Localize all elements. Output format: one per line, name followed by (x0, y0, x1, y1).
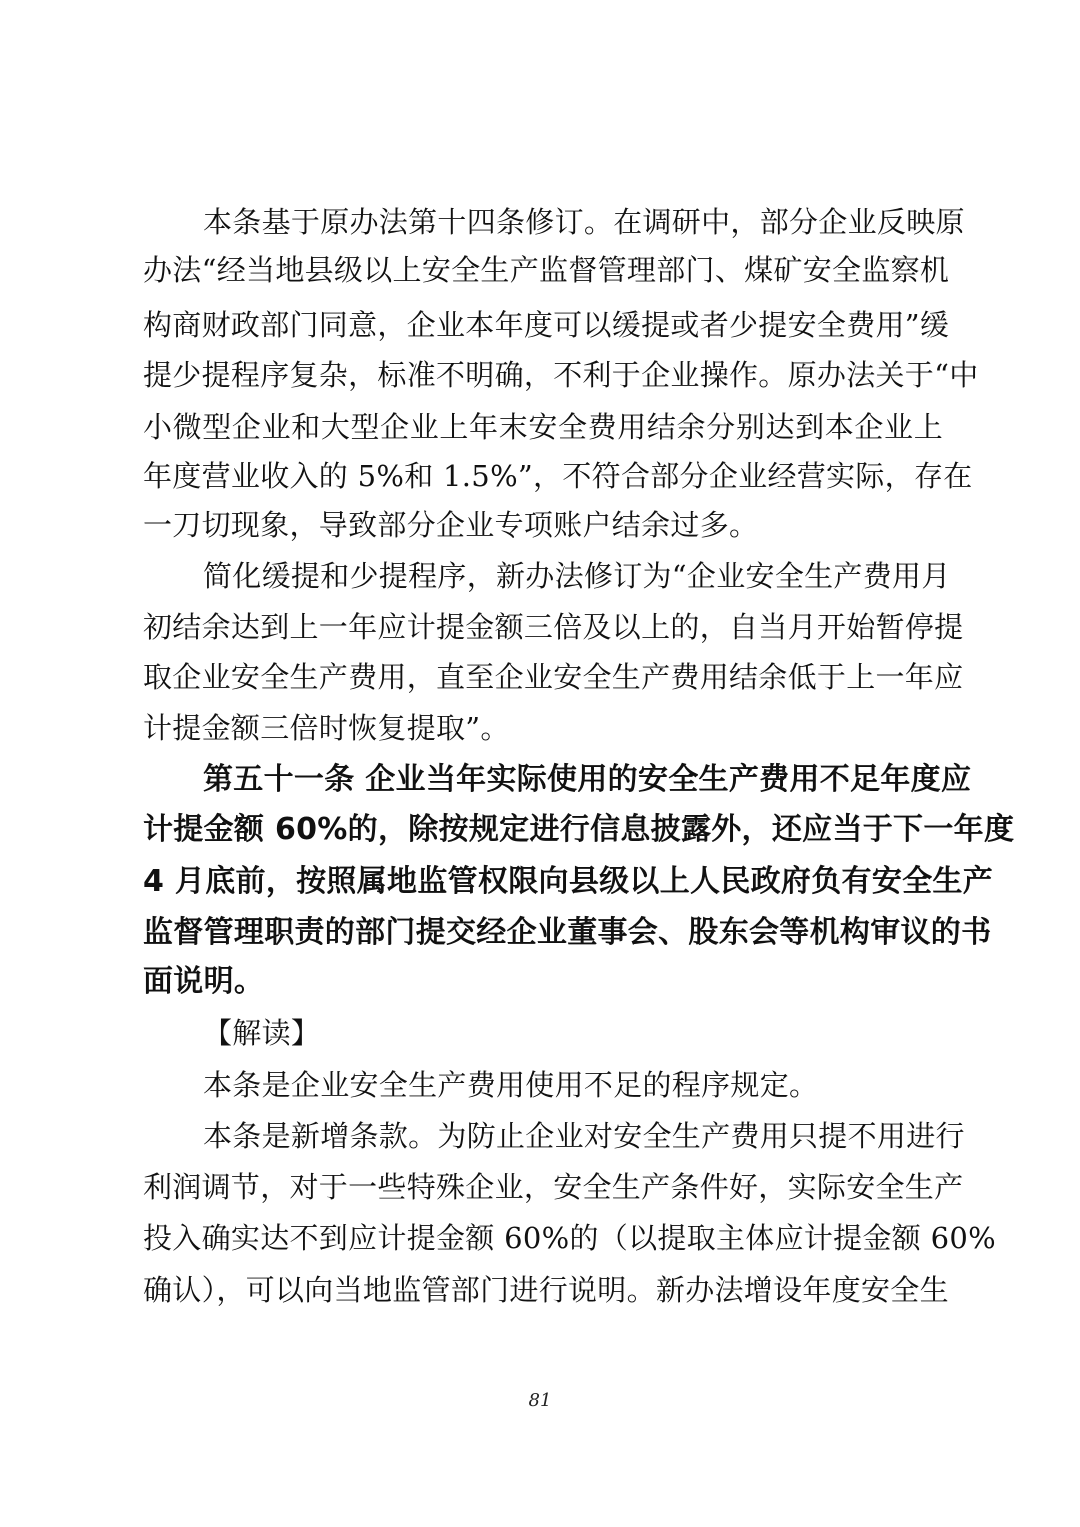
text-line: 年度营业收入的 5%和 1.5%”，不符合部分企业经营实际，存在 (143, 459, 973, 493)
text-line: 小微型企业和大型企业上年末安全费用结余分别达到本企业上 (143, 410, 943, 444)
text-line: 一刀切现象，导致部分企业专项账户结余过多。 (143, 508, 759, 542)
text-line: 本条是企业安全生产费用使用不足的程序规定。 (203, 1068, 819, 1102)
text-line: 简化缓提和少提程序，新办法修订为“企业安全生产费用月 (203, 559, 951, 593)
article-51-line: 计提金额 60%的，除按规定进行信息披露外，还应当于下一年度 (143, 812, 1015, 847)
text-line: 确认），可以向当地监管部门进行说明。新办法增设年度安全生 (143, 1273, 949, 1307)
article-51-line: 第五十一条 企业当年实际使用的安全生产费用不足年度应 (203, 762, 972, 797)
text-line: 办法“经当地县级以上安全生产监督管理部门、煤矿安全监察机 (143, 253, 950, 287)
text-line: 初结余达到上一年应计提金额三倍及以上的，自当月开始暂停提 (143, 610, 964, 644)
text-line: 取企业安全生产费用，直至企业安全生产费用结余低于上一年应 (143, 660, 964, 694)
text-line: 提少提程序复杂，标准不明确，不利于企业操作。原办法关于“中 (143, 358, 979, 392)
text-line: 本条基于原办法第十四条修订。在调研中，部分企业反映原 (203, 205, 965, 239)
article-51-line: 面说明。 (143, 964, 265, 999)
text-line: 投入确实达不到应计提金额 60%的（以提取主体应计提金额 60% (143, 1221, 996, 1255)
text-line: 利润调节，对于一些特殊企业，安全生产条件好，实际安全生产 (143, 1170, 964, 1204)
article-51-line: 4 月底前，按照属地监管权限向县级以上人民政府负有安全生产 (143, 864, 994, 899)
page-number: 81 (528, 1390, 552, 1411)
interpretation-heading: 【解读】 (203, 1016, 321, 1050)
text-line: 计提金额三倍时恢复提取”。 (143, 711, 510, 745)
text-line: 本条是新增条款。为防止企业对安全生产费用只提不用进行 (203, 1119, 965, 1153)
article-51-line: 监督管理职责的部门提交经企业董事会、股东会等机构审议的书 (143, 915, 992, 950)
text-line: 构商财政部门同意，企业本年度可以缓提或者少提安全费用”缓 (143, 308, 950, 342)
